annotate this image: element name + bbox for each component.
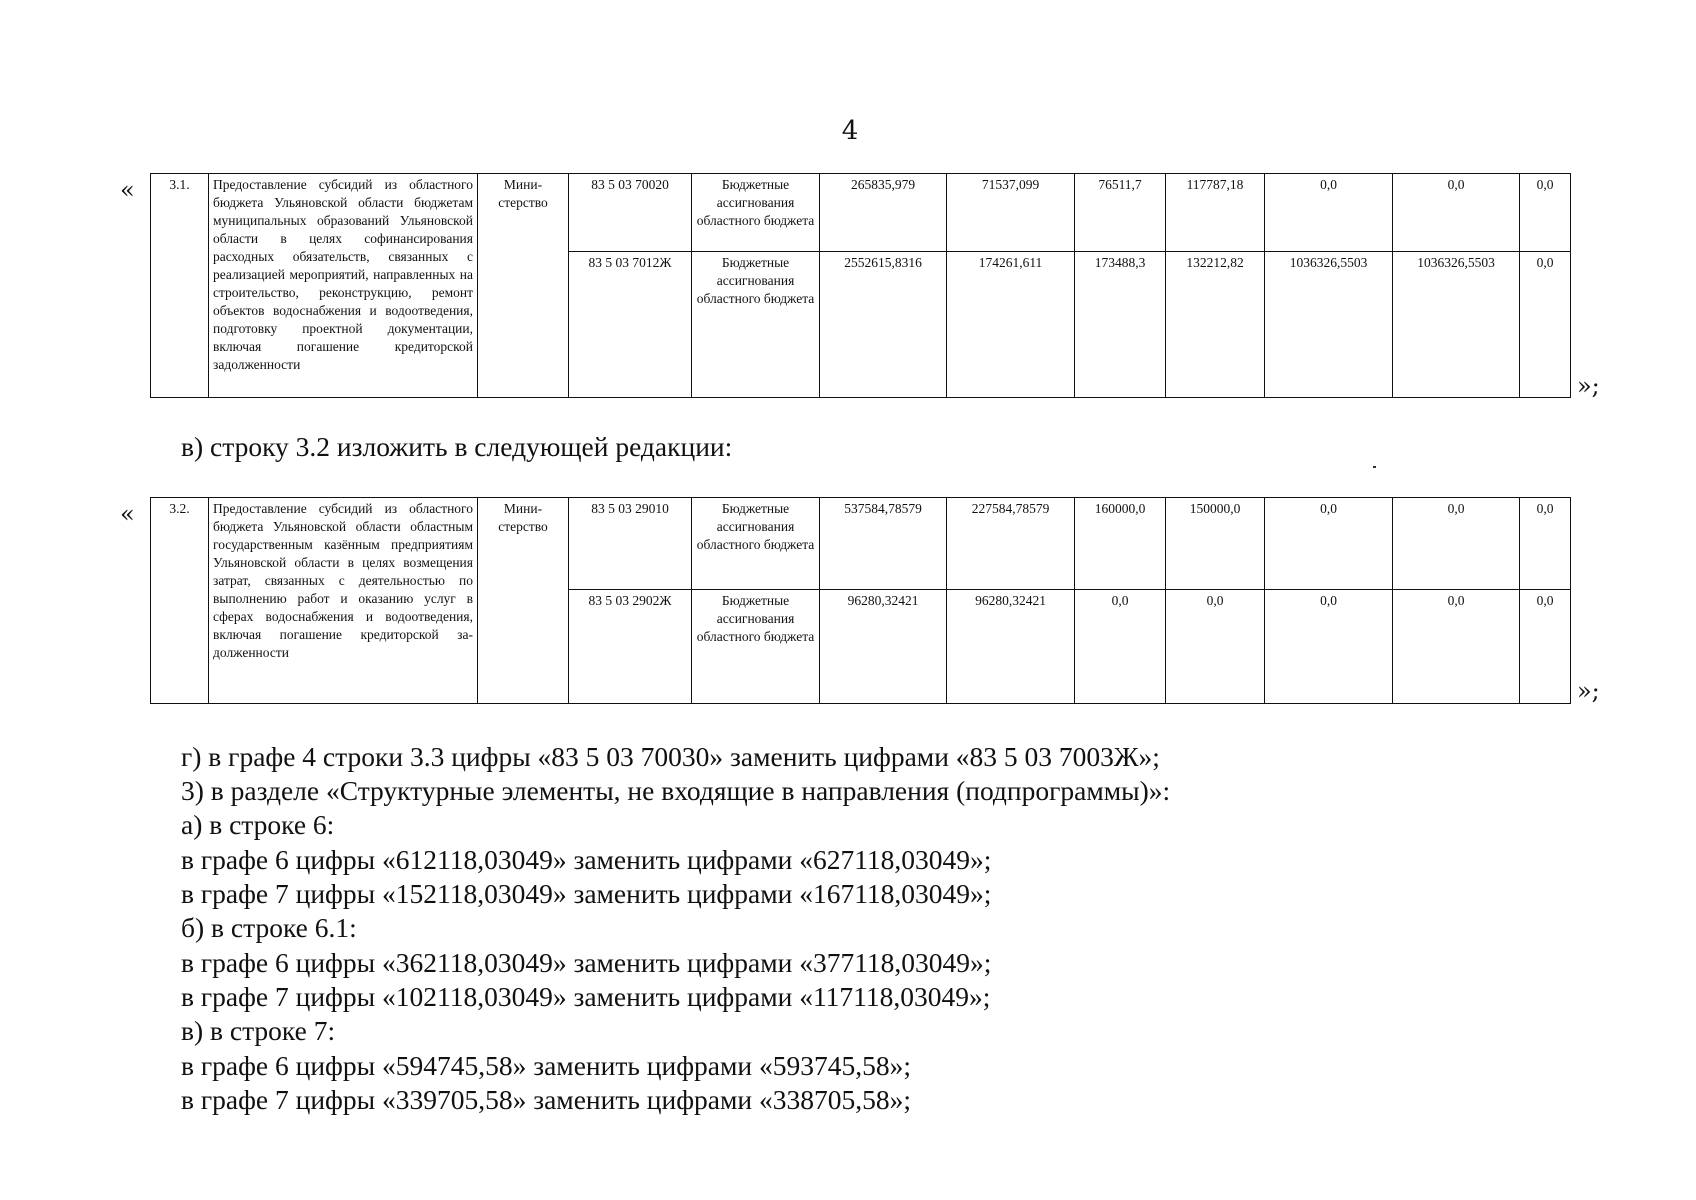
value-year-3: 150000,0 [1166,498,1265,590]
funding-source: Бюджетные ассигнования областного бюджета [692,498,820,590]
closing-quote: »; [1577,677,1600,705]
value-total: 2552615,8316 [820,252,947,398]
value-year-2: 76511,7 [1075,174,1166,252]
paragraph-line: в графе 6 цифры «362118,03049» заменить цифрами «377118,03049»; [181,947,992,978]
value-year-6: 0,0 [1520,174,1571,252]
paragraph-line: в графе 6 цифры «612118,03049» заменить цифрами «627118,03049»; [181,844,992,875]
closing-quote: »; [1577,372,1600,400]
value-year-6: 0,0 [1520,590,1571,704]
paragraph-line: 3) в разделе «Структурные элементы, не входящие в направления (подпрограммы)»: [181,775,1171,806]
table-row-3-1 [150,173,1571,398]
value-year-5: 0,0 [1393,498,1520,590]
row-description: Предоставление субсидий из областного бюджета Ульяновской области областным государственным казённым предприятиям Ульяновской области в целях возмещения затрат, связанных с деятельностью по выполнению работ и оказанию услуг в сферах водоснабжения и водоотведения, включая погашение кредиторской задолженности [209,498,478,704]
value-year-1: 71537,099 [947,174,1075,252]
row-number: 3.2. [151,498,209,704]
paragraph-line: в графе 7 цифры «102118,03049» заменить цифрами «117118,03049»; [181,981,991,1012]
row-description: Предоставление субсидий из областного бюджета Ульяновской области бюджетам муниципальных образований Ульяновской области в целях софинансирования расходных обязательств, связанных с реализацией мероприятий, направленных на строительство, реконструкцию, ремонт объектов водоснабжения и водоотведения, подготовку проектной документации, включая погашение кредиторской задолженности [209,174,478,398]
budget-code: 83 5 03 7012Ж [569,252,692,398]
value-year-4: 0,0 [1265,590,1393,704]
value-year-4: 0,0 [1265,174,1393,252]
value-year-2: 160000,0 [1075,498,1166,590]
value-year-3: 117787,18 [1166,174,1265,252]
paragraph-line: в) в строке 7: [181,1015,336,1046]
value-year-2: 173488,3 [1075,252,1166,398]
budget-code: 83 5 03 29010 [569,498,692,590]
opening-quote: « [120,500,135,528]
paragraph-line: в графе 7 цифры «152118,03049» заменить цифрами «167118,03049»; [181,878,992,909]
value-year-1: 227584,78579 [947,498,1075,590]
value-year-2: 0,0 [1075,590,1166,704]
page-number: 4 [841,116,859,146]
value-year-4: 0,0 [1265,498,1393,590]
value-total: 265835,979 [820,174,947,252]
budget-code: 83 5 03 70020 [569,174,692,252]
funding-source: Бюджетные ассигнования областного бюджета [692,174,820,252]
value-year-5: 0,0 [1393,590,1520,704]
heading-row-3-2: в) строку 3.2 изложить в следующей редакции: [181,431,733,462]
opening-quote: « [120,176,135,204]
value-year-1: 96280,32421 [947,590,1075,704]
value-year-5: 0,0 [1393,174,1520,252]
responsible-org: Министерство [478,498,569,704]
value-year-6: 0,0 [1520,252,1571,398]
funding-source: Бюджетные ассигнования областного бюджета [692,590,820,704]
paragraph-line: б) в строке 6.1: [181,912,357,943]
funding-source: Бюджетные ассигнования областного бюджета [692,252,820,398]
value-year-6: 0,0 [1520,498,1571,590]
value-year-1: 174261,611 [947,252,1075,398]
table-row-3-2 [150,497,1571,704]
paragraph-line: г) в графе 4 строки 3.3 цифры «83 5 03 70030» заменить цифрами «83 5 03 7003Ж»; [181,741,1160,772]
stray-mark [1373,466,1376,468]
responsible-org: Министерство [478,174,569,398]
value-total: 537584,78579 [820,498,947,590]
value-total: 96280,32421 [820,590,947,704]
paragraph-line: а) в строке 6: [181,809,335,840]
budget-code: 83 5 03 2902Ж [569,590,692,704]
paragraph-line: в графе 6 цифры «594745,58» заменить цифрами «593745,58»; [181,1050,911,1081]
row-number: 3.1. [151,174,209,398]
value-year-5: 1036326,5503 [1393,252,1520,398]
value-year-3: 132212,82 [1166,252,1265,398]
value-year-4: 1036326,5503 [1265,252,1393,398]
value-year-3: 0,0 [1166,590,1265,704]
paragraph-line: в графе 7 цифры «339705,58» заменить цифрами «338705,58»; [181,1084,911,1115]
